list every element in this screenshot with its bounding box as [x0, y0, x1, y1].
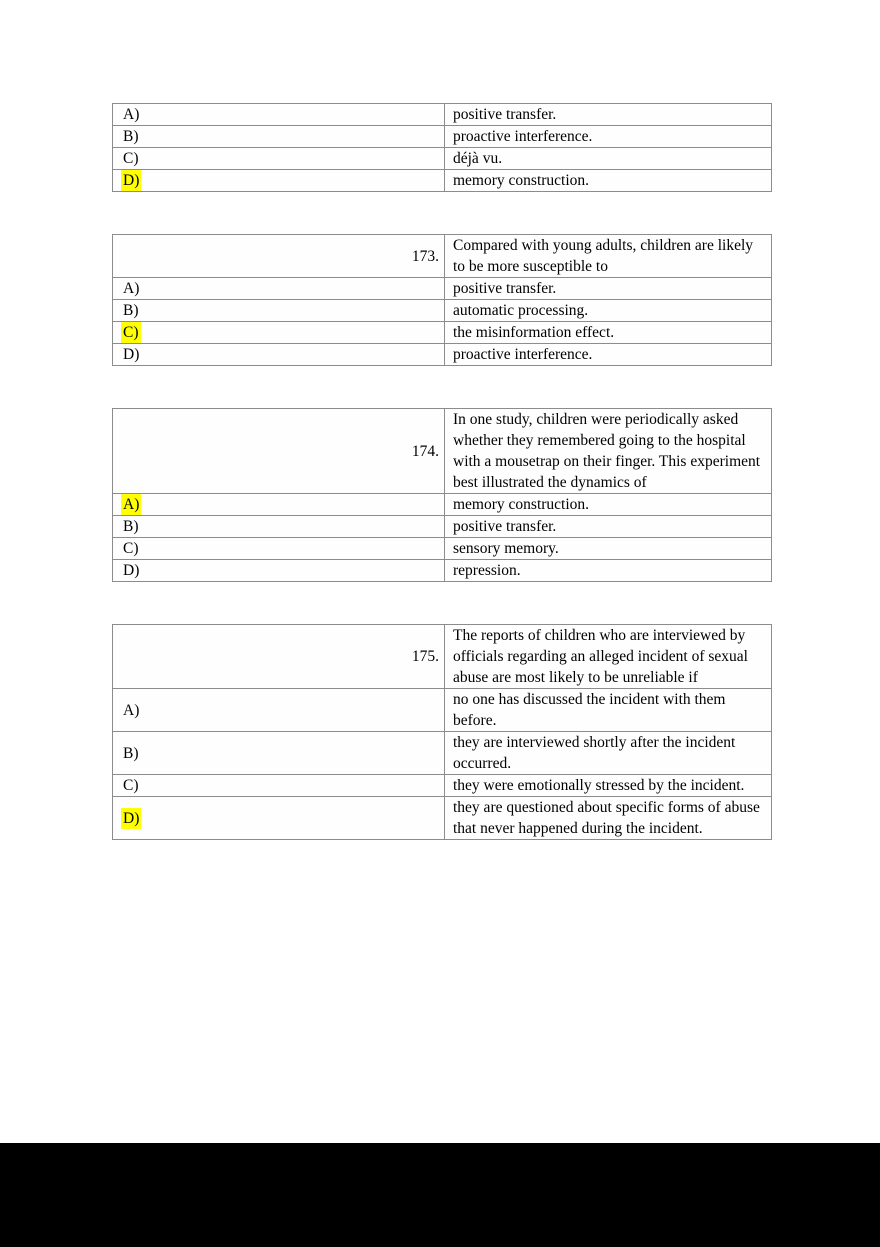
- question-table: [112, 234, 772, 366]
- option-letter: C): [123, 150, 139, 167]
- option-row: [113, 538, 772, 560]
- option-letter: A): [123, 280, 140, 297]
- option-row: [113, 797, 772, 840]
- option-text: repression.: [445, 560, 772, 582]
- option-letter: B): [123, 302, 139, 319]
- option-row: [113, 126, 772, 148]
- question-row: [113, 235, 772, 278]
- option-text: proactive interference.: [445, 344, 772, 366]
- option-text: they are interviewed shortly after the incident occurred.: [445, 732, 772, 775]
- question-row: [113, 625, 772, 689]
- question-table: [112, 408, 772, 582]
- option-letter: A): [123, 701, 140, 719]
- option-row: [113, 170, 772, 192]
- option-letter: A): [123, 106, 140, 123]
- option-letter: D): [123, 172, 140, 189]
- option-row: [113, 104, 772, 126]
- option-row: [113, 775, 772, 797]
- option-row: [113, 148, 772, 170]
- option-letter: B): [123, 518, 139, 535]
- question-number: 175.: [113, 625, 445, 689]
- option-letter: C): [123, 324, 139, 341]
- option-row: [113, 322, 772, 344]
- option-text: positive transfer.: [445, 104, 772, 126]
- option-letter: C): [123, 540, 139, 557]
- question-number: 174.: [113, 409, 445, 494]
- option-text: sensory memory.: [445, 538, 772, 560]
- option-letter: D): [123, 346, 140, 363]
- option-row: [113, 344, 772, 366]
- option-letter: B): [123, 128, 139, 145]
- option-row: [113, 560, 772, 582]
- option-letter: D): [123, 562, 140, 579]
- option-text: déjà vu.: [445, 148, 772, 170]
- option-text: the misinformation effect.: [445, 322, 772, 344]
- option-row: [113, 732, 772, 775]
- question-table: [112, 103, 772, 192]
- option-letter: A): [123, 496, 140, 513]
- question-number: 173.: [113, 235, 445, 278]
- question-text: Compared with young adults, children are likely to be more susceptible to: [445, 235, 772, 278]
- option-text: positive transfer.: [445, 278, 772, 300]
- option-text: no one has discussed the incident with them before.: [445, 689, 772, 732]
- questions-list: [112, 103, 771, 882]
- option-text: proactive interference.: [445, 126, 772, 148]
- option-row: [113, 689, 772, 732]
- option-row: [113, 516, 772, 538]
- option-text: memory construction.: [445, 170, 772, 192]
- question-text: The reports of children who are interviewed by officials regarding an alleged incident of sexual abuse are most likely to be unreliable if: [445, 625, 772, 689]
- option-text: they were emotionally stressed by the incident.: [445, 775, 772, 797]
- question-table: [112, 624, 772, 840]
- option-row: [113, 494, 772, 516]
- option-text: they are questioned about specific forms of abuse that never happened during the incident.: [445, 797, 772, 840]
- question-row: [113, 409, 772, 494]
- letterbox-bottom-bar: [0, 1143, 880, 1247]
- option-text: memory construction.: [445, 494, 772, 516]
- option-text: positive transfer.: [445, 516, 772, 538]
- option-letter: D): [123, 809, 140, 827]
- option-row: [113, 278, 772, 300]
- question-text: In one study, children were periodically asked whether they remembered going to the hospital with a mousetrap on their finger. This experiment best illustrated the dynamics of: [445, 409, 772, 494]
- option-text: automatic processing.: [445, 300, 772, 322]
- option-row: [113, 300, 772, 322]
- option-letter: B): [123, 744, 139, 762]
- option-letter: C): [123, 777, 139, 794]
